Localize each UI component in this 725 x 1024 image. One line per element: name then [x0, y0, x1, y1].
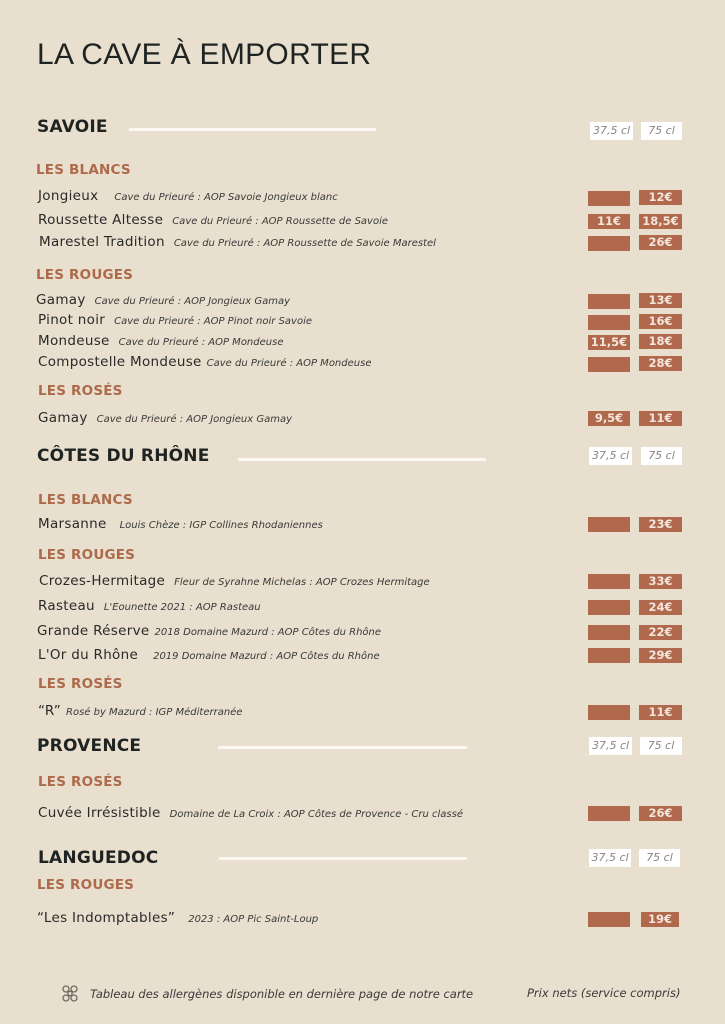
wine-item	[38, 410, 292, 426]
wine-description: Fleur de Syrahne Michelas : AOP Crozes Hermitage	[174, 577, 430, 588]
wine-item	[38, 805, 463, 821]
price-375: 11,5€	[588, 335, 630, 350]
wine-description: 2019 Domaine Mazurd : AOP Côtes du Rhône	[153, 651, 380, 662]
region-divider	[218, 746, 467, 749]
wine-name: Pinot noir	[38, 312, 106, 328]
price-375	[588, 912, 630, 927]
category-title: LES BLANCS	[36, 162, 131, 178]
price-375	[588, 357, 630, 372]
wine-description: Domaine de La Croix : AOP Côtes de Provence - Cru classé	[169, 809, 463, 820]
wine-item	[37, 910, 318, 926]
region-title: LANGUEDOC	[38, 848, 159, 868]
wine-item	[38, 212, 388, 228]
region-title: SAVOIE	[37, 117, 108, 137]
wine-name: Gamay	[38, 410, 88, 426]
size-label-375: 37,5 cl	[589, 737, 632, 755]
price-75: 12€	[639, 190, 682, 205]
category-title: LES ROUGES	[36, 267, 134, 283]
wine-item	[38, 647, 380, 663]
price-75: 19€	[641, 912, 679, 927]
wine-name: Mondeuse	[38, 333, 110, 349]
price-75: 26€	[639, 235, 682, 250]
price-75: 23€	[639, 517, 682, 532]
wine-name: Gamay	[36, 292, 86, 308]
price-75: 18,5€	[639, 214, 682, 229]
price-75: 33€	[639, 574, 682, 589]
price-75: 24€	[639, 600, 682, 615]
price-75: 13€	[639, 293, 682, 308]
wine-description: L'Eounette 2021 : AOP Rasteau	[103, 602, 261, 613]
region-divider	[238, 458, 486, 461]
wine-name: L'Or du Rhône	[38, 647, 139, 663]
wine-description: Cave du Prieuré : AOP Roussette de Savoie	[172, 216, 389, 227]
wine-name: “R”	[38, 703, 61, 719]
category-title: LES ROSÉS	[38, 774, 123, 790]
price-375	[588, 705, 630, 720]
wine-description: 2023 : AOP Pic Saint-Loup	[188, 914, 319, 925]
price-75: 29€	[639, 648, 682, 663]
price-75: 22€	[639, 625, 682, 640]
wine-item	[38, 703, 242, 719]
price-375	[588, 625, 630, 640]
category-title: LES ROSÉS	[38, 676, 123, 692]
category-title: LES ROSÉS	[38, 383, 123, 399]
region-divider	[219, 857, 467, 860]
wine-name: Jongieux	[38, 188, 99, 204]
page-title: LA CAVE À EMPORTER	[37, 38, 372, 71]
region-title: CÔTES DU RHÔNE	[37, 446, 210, 466]
wine-item	[39, 573, 430, 589]
price-75: 26€	[639, 806, 682, 821]
price-75: 11€	[639, 705, 682, 720]
region-divider	[129, 128, 376, 131]
wine-name: Marestel Tradition	[39, 234, 165, 250]
wine-description: Cave du Prieuré : AOP Mondeuse	[206, 358, 372, 369]
size-label-375: 37,5 cl	[590, 122, 633, 140]
wine-item	[38, 188, 338, 204]
price-75: 28€	[639, 356, 682, 371]
wine-item	[39, 234, 436, 250]
price-375	[588, 294, 630, 309]
region-title: PROVENCE	[37, 736, 142, 756]
wine-description: Louis Chèze : IGP Collines Rhodaniennes	[119, 520, 323, 531]
size-label-75: 75 cl	[639, 849, 680, 867]
price-375	[588, 574, 630, 589]
wine-item	[38, 354, 371, 370]
wine-item	[38, 598, 261, 614]
size-label-375: 37,5 cl	[589, 447, 632, 465]
wine-description: Cave du Prieuré : AOP Jongieux Gamay	[96, 414, 292, 425]
allergens-note: Tableau des allergènes disponible en dernière page de notre carte	[90, 987, 474, 1001]
wine-description: Cave du Prieuré : AOP Jongieux Gamay	[94, 296, 290, 307]
price-375	[588, 806, 630, 821]
size-label-75: 75 cl	[641, 447, 682, 465]
wine-description: Cave du Prieuré : AOP Roussette de Savoie Marestel	[173, 238, 436, 249]
category-title: LES BLANCS	[38, 492, 133, 508]
wine-name: Compostelle Mondeuse	[38, 354, 202, 370]
size-label-75: 75 cl	[640, 737, 682, 755]
footer-allergens	[60, 984, 473, 1004]
wine-name: Marsanne	[38, 516, 107, 532]
wine-name: Grande Réserve	[37, 623, 150, 639]
price-375: 11€	[588, 214, 630, 229]
wine-description: Cave du Prieuré : AOP Savoie Jongieux blanc	[114, 192, 338, 203]
price-375: 9,5€	[588, 411, 630, 426]
wine-description: 2018 Domaine Mazurd : AOP Côtes du Rhône	[154, 627, 382, 638]
price-75: 18€	[639, 334, 682, 349]
price-375	[588, 236, 630, 251]
category-title: LES ROUGES	[37, 877, 135, 893]
category-title: LES ROUGES	[38, 547, 136, 563]
wine-description: Cave du Prieuré : AOP Mondeuse	[118, 337, 284, 348]
wine-description: Rosé by Mazurd : IGP Méditerranée	[66, 707, 243, 718]
wine-description: Cave du Prieuré : AOP Pinot noir Savoie	[114, 316, 313, 327]
wine-name: “Les Indomptables”	[37, 910, 176, 926]
allergen-icon	[60, 984, 80, 1004]
wine-name: Crozes-Hermitage	[39, 573, 166, 589]
wine-item	[37, 623, 381, 639]
wine-item	[38, 333, 283, 349]
wine-item	[38, 312, 312, 328]
wine-name: Cuvée Irrésistible	[38, 805, 161, 821]
wine-name: Rasteau	[38, 598, 95, 614]
price-375	[588, 315, 630, 330]
price-75: 11€	[639, 411, 682, 426]
size-label-375: 37,5 cl	[589, 849, 631, 867]
wine-name: Roussette Altesse	[38, 212, 164, 228]
price-375	[588, 517, 630, 532]
wine-item	[38, 516, 323, 532]
size-label-75: 75 cl	[641, 122, 682, 140]
wine-item	[36, 292, 290, 308]
price-375	[588, 191, 630, 206]
prices-note: Prix nets (service compris)	[527, 986, 681, 1000]
price-375	[588, 648, 630, 663]
price-75: 16€	[639, 314, 682, 329]
price-375	[588, 600, 630, 615]
